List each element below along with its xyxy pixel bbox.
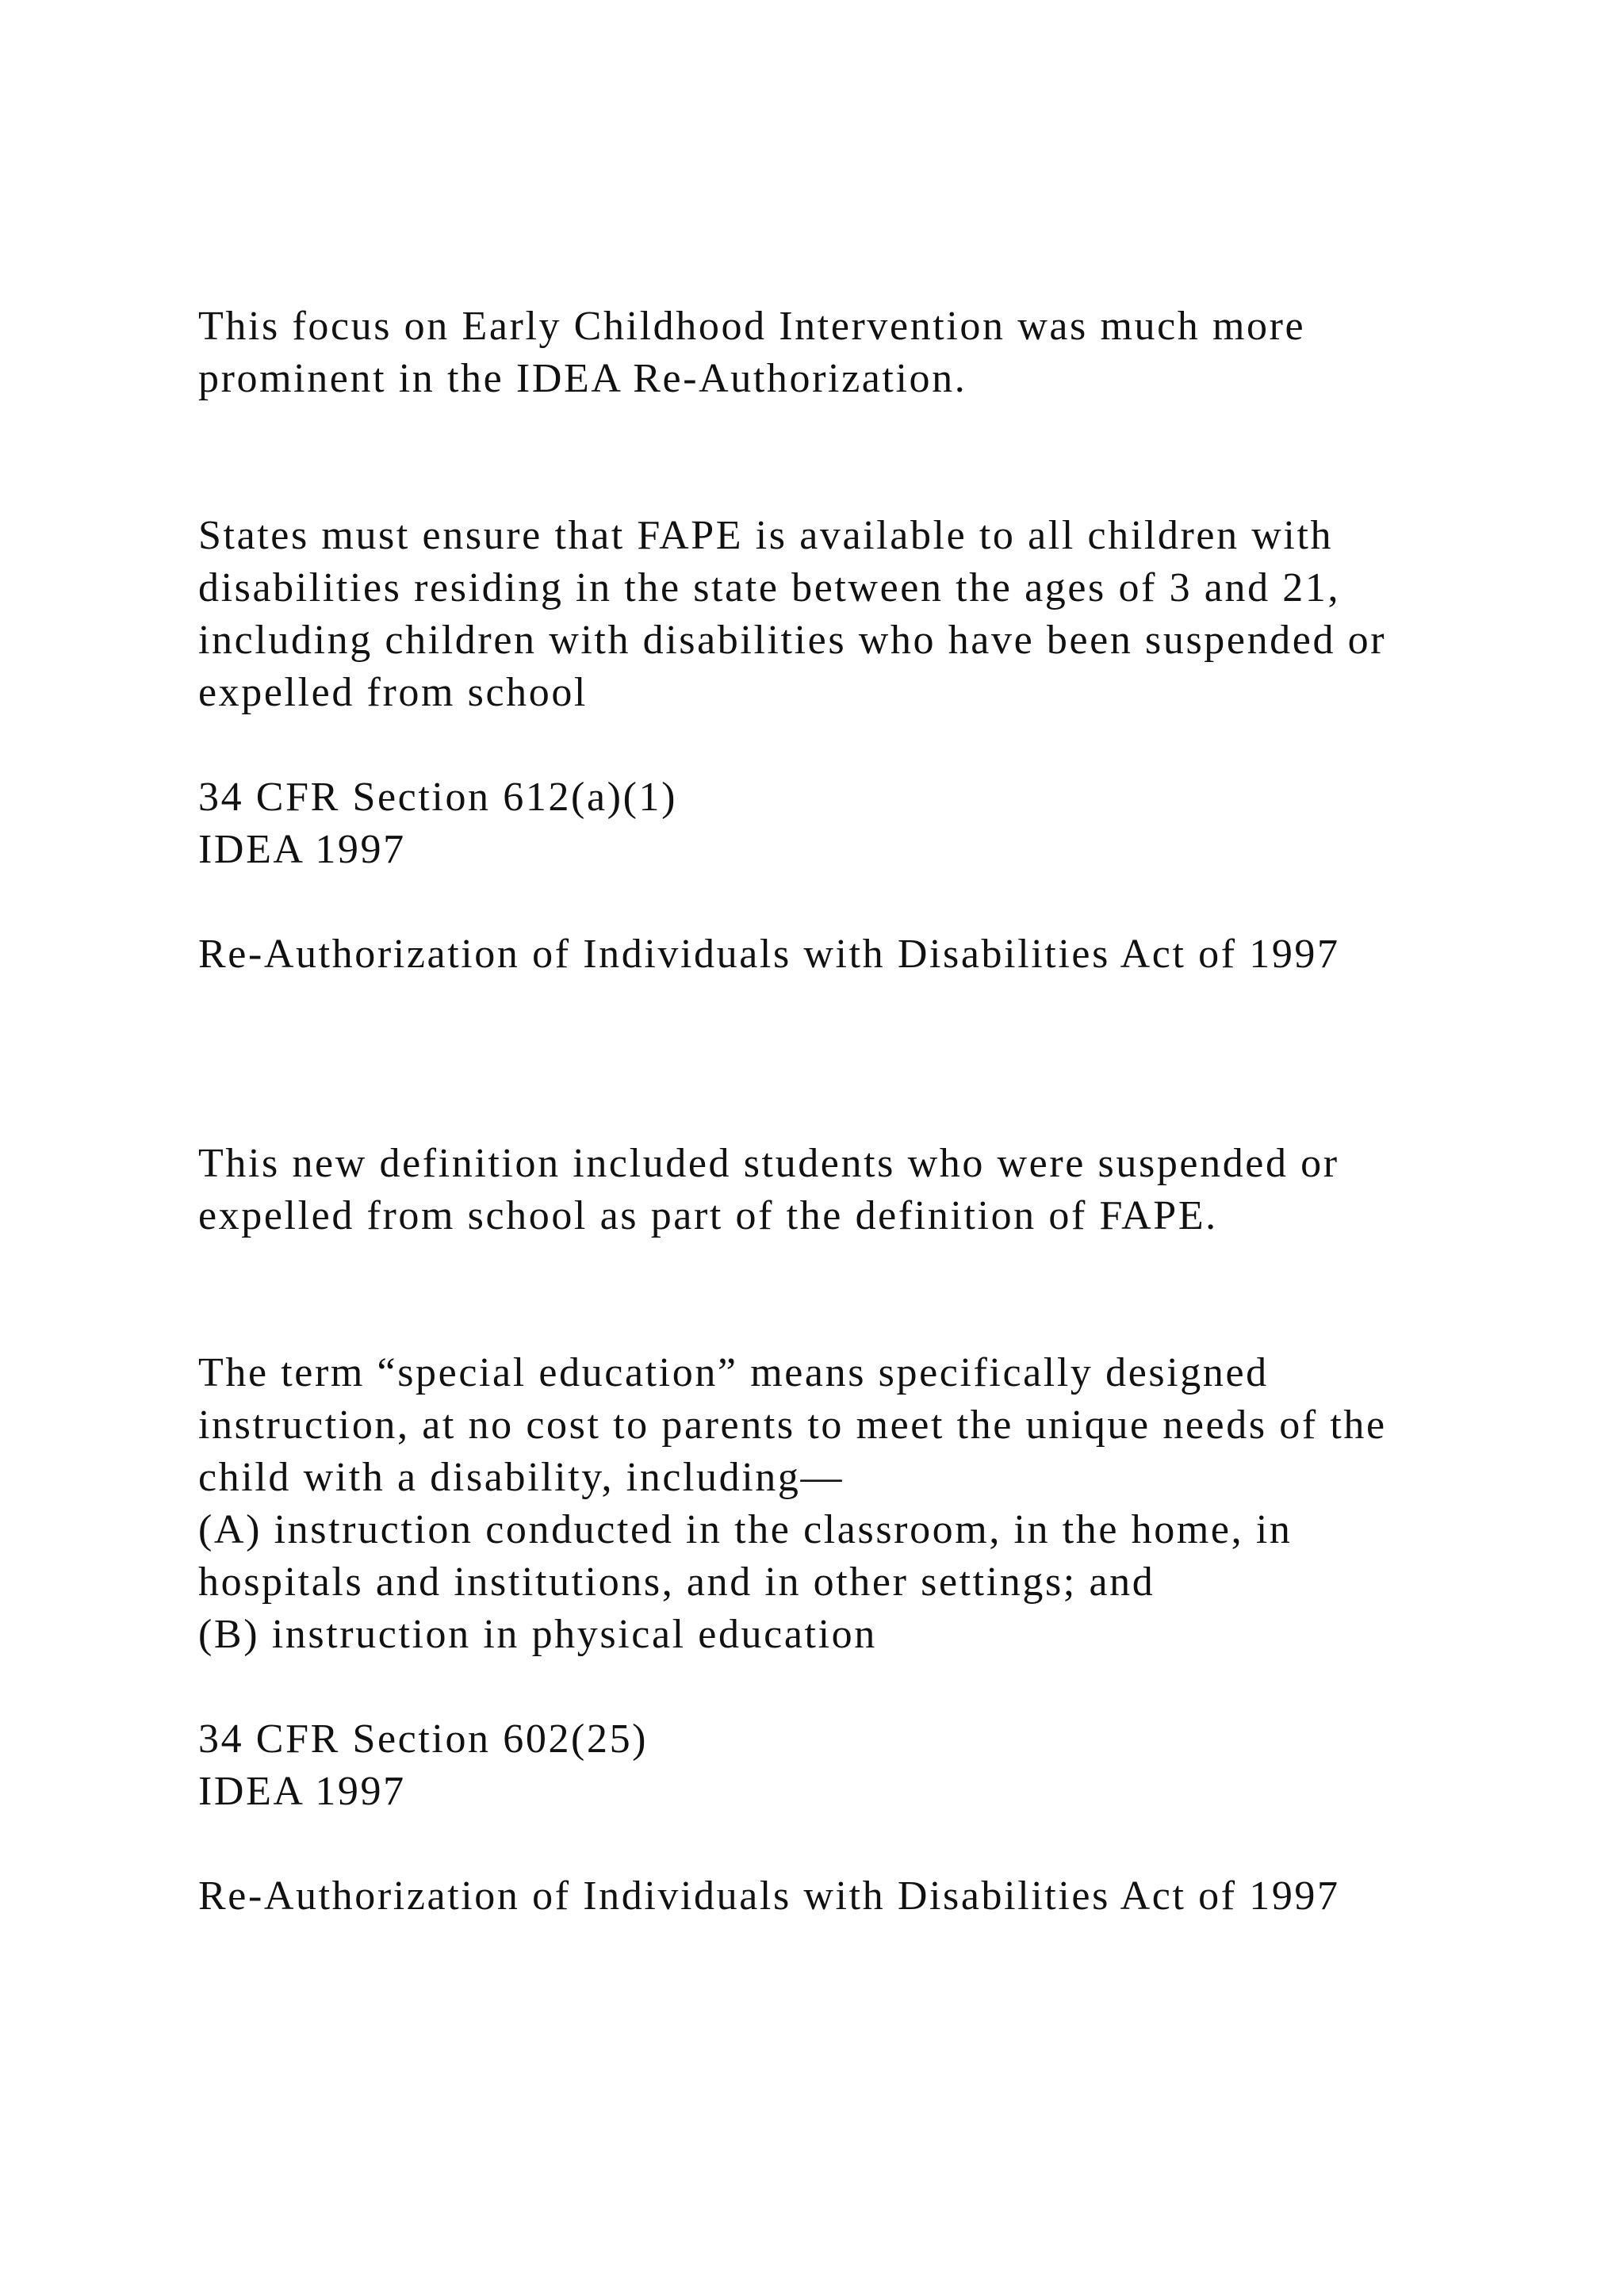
- citation-section: 34 CFR Section 612(a)(1): [198, 775, 678, 820]
- citation-section: 34 CFR Section 602(25): [198, 1716, 649, 1762]
- list-item-a: (A) instruction conducted in the classroom, in the home, in: [198, 1507, 1293, 1552]
- text-line: disabilities residing in the state between the ages of 3 and 21,: [198, 565, 1341, 610]
- reauthorization-title: Re-Authorization of Individuals with Disabilities Act of 1997: [198, 1873, 1340, 1919]
- text-line: including children with disabilities who have been suspended or: [198, 618, 1387, 663]
- text-line: expelled from school: [198, 670, 588, 715]
- text-line: States must ensure that FAPE is available to all children with: [198, 513, 1334, 558]
- text-line: prominent in the IDEA Re-Authorization.: [198, 356, 967, 401]
- citation-act: IDEA 1997: [198, 827, 406, 872]
- text-line: This new definition included students who were suspended or: [198, 1141, 1339, 1186]
- text-line: This focus on Early Childhood Intervention was much more: [198, 304, 1306, 349]
- text-line: The term “special education” means specifically designed: [198, 1350, 1269, 1395]
- text-line: instruction, at no cost to parents to meet the unique needs of the: [198, 1402, 1387, 1448]
- list-item-a-continued: hospitals and institutions, and in other settings; and: [198, 1559, 1155, 1605]
- text-line: child with a disability, including—: [198, 1455, 845, 1500]
- text-line: expelled from school as part of the definition of FAPE.: [198, 1193, 1218, 1238]
- reauthorization-title: Re-Authorization of Individuals with Disabilities Act of 1997: [198, 932, 1340, 977]
- list-item-b: (B) instruction in physical education: [198, 1612, 877, 1657]
- citation-act: IDEA 1997: [198, 1769, 406, 1814]
